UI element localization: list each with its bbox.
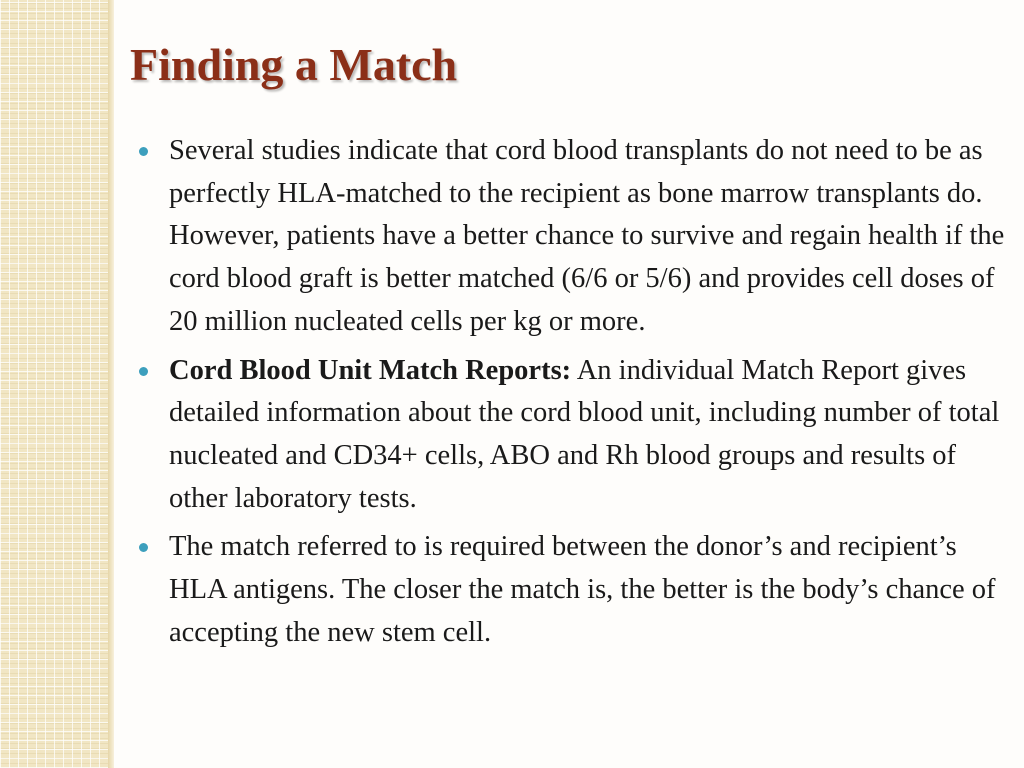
slide-title: Finding a Match <box>130 39 458 90</box>
bullet-item-studies <box>138 130 1008 344</box>
bullet-dot-icon <box>139 367 148 376</box>
bullet-lead: Cord Blood Unit Match Reports: <box>169 354 572 386</box>
decorative-side-band <box>0 0 108 768</box>
bullet-dot-icon <box>139 147 148 156</box>
bullet-list <box>138 130 1008 660</box>
bullet-text: Several studies indicate that cord blood transplants do not need to be as perfectly HLA-matched to the recipient as bone marrow transplants do. However, patients have a better chance to survive and regain health if the cord blood graft is better matched (6/6 or 5/6) and provides cell doses of 20 million nucleated cells per kg or more. <box>169 135 1005 337</box>
bullet-dot-icon <box>139 543 148 552</box>
bullet-text: An individual Match Report gives detailed information about the cord blood unit, including number of total nucleated and CD34+ cells, ABO and Rh blood groups and results of other laboratory tests. <box>169 354 1000 514</box>
bullet-item-match-reports <box>138 350 1008 521</box>
bullet-item-hla-match <box>138 526 1008 654</box>
side-band-edge <box>108 0 114 768</box>
bullet-text: The match referred to is required between the donor’s and recipient’s HLA antigens. The closer the match is, the better is the body’s chance of accepting the new stem cell. <box>169 531 996 648</box>
